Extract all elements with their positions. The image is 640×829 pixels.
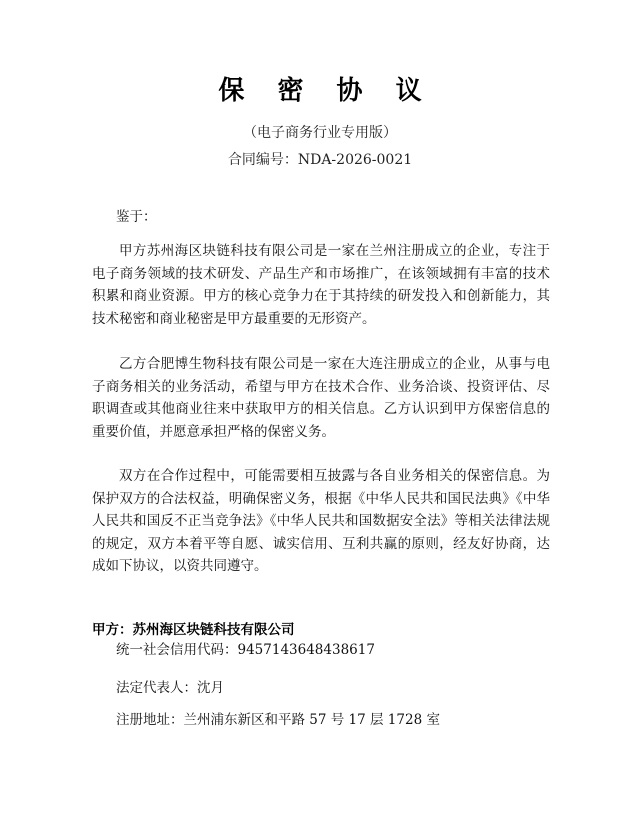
whereas-heading: 鉴于：	[116, 209, 157, 225]
document-subtitle: （电子商务行业专用版）	[243, 125, 397, 141]
contract-number: 合同编号：NDA-2026-0021	[227, 152, 413, 168]
party-a-heading: 甲方：苏州海区块链科技有限公司	[92, 622, 295, 638]
document-title: 保 密 协 议	[218, 76, 434, 106]
party-a-credit-code: 统一社会信用代码：9457143648438617	[116, 642, 375, 658]
party-a-address: 注册地址：兰州浦东新区和平路 57 号 17 层 1728 室	[116, 712, 440, 728]
paragraph-party-b-intro: 乙方合肥博生物科技有限公司是一家在大连注册成立的企业，从事与电子商务相关的业务活动，希望与甲方在技术合作、业务洽谈、投资评估、尽职调查或其他商业往来中获取甲方的相关信息。乙方认识到甲方保密信息的重要价值，并愿意承担严格的保密义务。	[92, 356, 550, 440]
paragraph-party-a-intro: 甲方苏州海区块链科技有限公司是一家在兰州注册成立的企业，专注于电子商务领域的技术研发、产品生产和市场推广，在该领域拥有丰富的技术积累和商业资源。甲方的核心竞争力在于其持续的研发投入和创新能力，其技术秘密和商业秘密是甲方最重要的无形资产。	[92, 243, 550, 327]
party-a-legal-rep: 法定代表人：沈月	[116, 680, 224, 696]
paragraph-purpose: 双方在合作过程中，可能需要相互披露与各自业务相关的保密信息。为保护双方的合法权益，明确保密义务，根据《中华人民共和国民法典》《中华人民共和国反不正当竞争法》《中华人民共和国数据安全法》等相关法律法规的规定，双方本着平等自愿、诚实信用、互利共赢的原则，经友好协商，达成如下协议，以资共同遵守。	[92, 468, 550, 574]
